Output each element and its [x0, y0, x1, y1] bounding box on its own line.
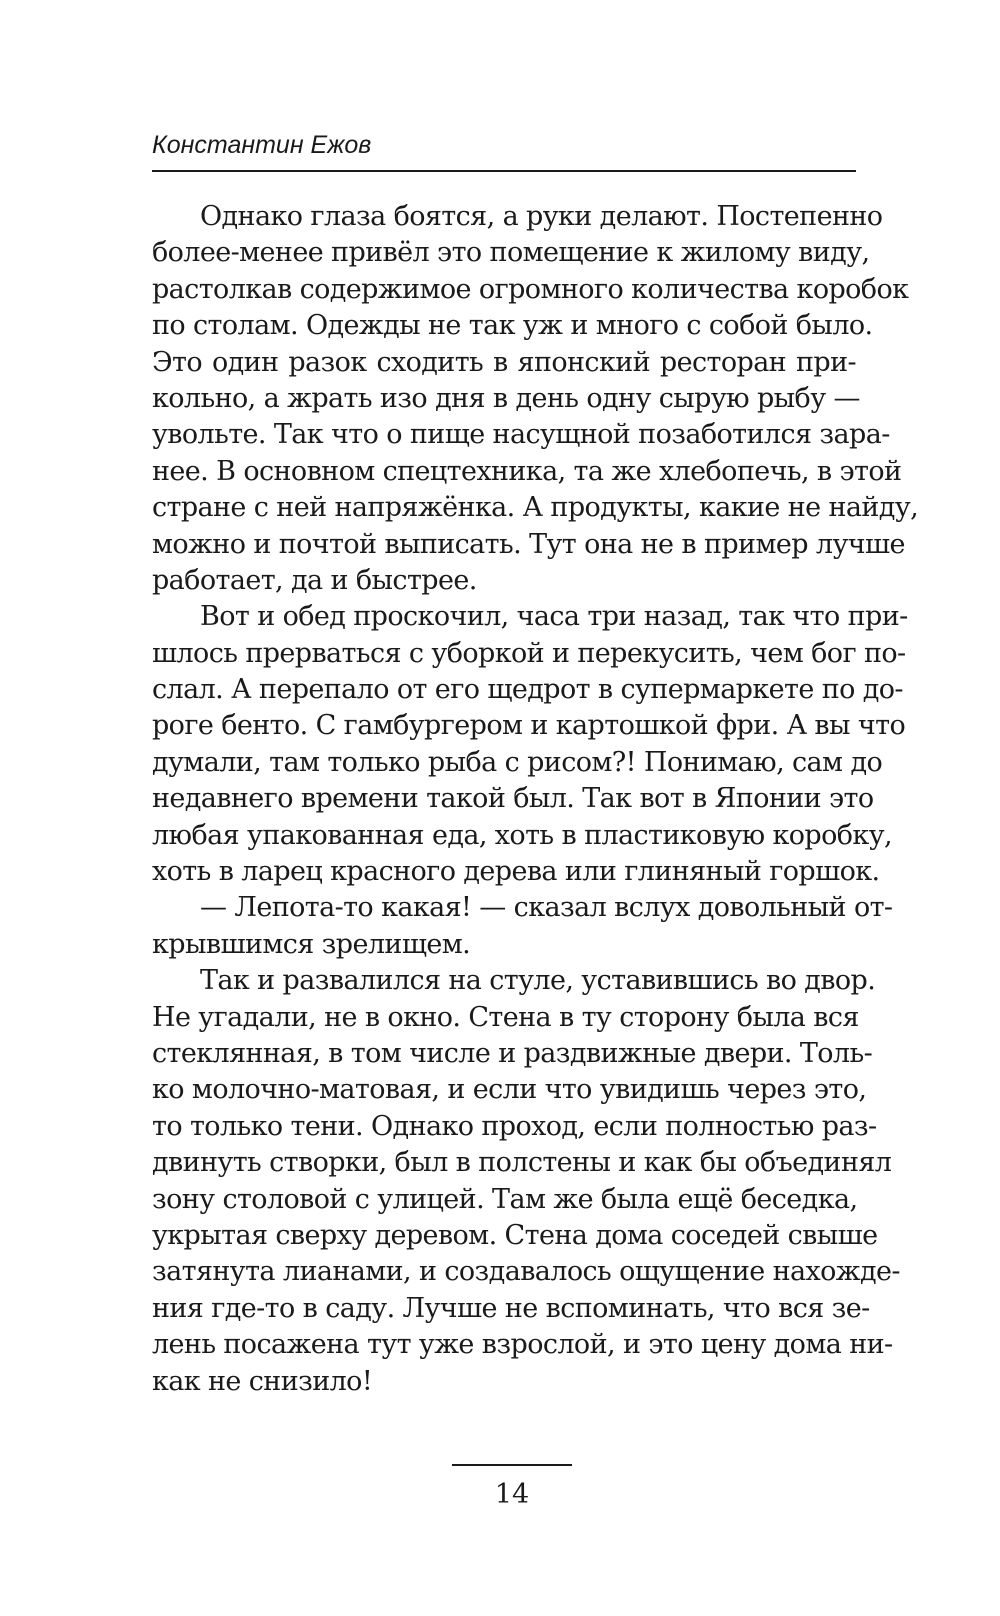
text-line: кольно, а жрать изо дня в день одну сырую рыбу —	[152, 382, 860, 414]
text-line: Так и развалился на стуле, уставившись во двор.	[200, 965, 876, 997]
text-line: ния где-то в саду. Лучше не вспоминать, что вся зе-	[152, 1292, 870, 1324]
text-line: то только тени. Однако проход, если полностью раз-	[152, 1110, 877, 1142]
text-line: ко молочно-матовая, и если что увидишь через это,	[152, 1074, 867, 1106]
text-line: Это один разок сходить в японский ресторан при-	[152, 346, 856, 378]
text-line: затянута лианами, и создавалось ощущение нахожде-	[152, 1256, 900, 1288]
text-line: — Лепота-то какая! — сказал вслух довольный от-	[200, 892, 893, 924]
text-line: любая упакованная еда, хоть в пластиковую коробку,	[152, 819, 892, 851]
header-rule	[152, 170, 856, 172]
text-line: как не снизило!	[152, 1365, 373, 1397]
text-line: недавнего времени такой был. Так вот в Японии это	[152, 783, 874, 815]
text-line: думали, там только рыба с рисом?! Понимаю, сам до	[152, 746, 883, 778]
body-text	[152, 199, 919, 1400]
text-line: шлось прерваться с уборкой и перекусить, чем бог по-	[152, 637, 906, 669]
text-line: лень посажена тут уже взрослой, и это цену дома ни-	[152, 1329, 893, 1361]
text-line: работает, да и быстрее.	[152, 564, 477, 596]
text-line: стране с ней напряжёнка. А продукты, какие не найду,	[152, 492, 919, 524]
text-line: крывшимся зрелищем.	[152, 928, 471, 960]
text-line: укрытая сверху деревом. Стена дома соседей свыше	[152, 1219, 878, 1251]
text-line: нее. В основном спецтехника, та же хлебопечь, в этой	[152, 455, 902, 487]
text-line: хоть в ларец красного дерева или глиняный горшок.	[152, 856, 880, 888]
text-line: Вот и обед проскочил, часа три назад, так что при-	[200, 601, 908, 633]
text-line: слал. А перепало от его щедрот в супермаркете по до-	[152, 674, 903, 706]
text-line: можно и почтой выписать. Тут она не в пример лучше	[152, 528, 905, 560]
footer-rule	[452, 1464, 572, 1466]
text-line: зону столовой с улицей. Там же была ещё беседка,	[152, 1183, 858, 1215]
text-line: двинуть створки, был в полстены и как бы объединял	[152, 1147, 892, 1179]
page-number: 14	[494, 1479, 530, 1510]
text-line: Однако глаза боятся, а руки делают. Постепенно	[200, 201, 883, 232]
text-line: Не угадали, не в окно. Стена в ту сторону была вся	[152, 1001, 859, 1033]
text-line: более-менее привёл это помещение к жилому виду,	[152, 237, 870, 269]
text-line: по столам. Одежды не так уж и много с собой было.	[152, 310, 873, 342]
text-line: увольте. Так что о пище насущной позаботился зара-	[152, 419, 890, 451]
text-line: стеклянная, в том числе и раздвижные двери. Толь-	[152, 1037, 873, 1069]
text-line: растолкав содержимое огромного количества коробок	[152, 273, 909, 305]
running-title: Константин Ежов	[152, 131, 372, 159]
text-line: роге бенто. С гамбургером и картошкой фри. А вы что	[152, 710, 906, 742]
